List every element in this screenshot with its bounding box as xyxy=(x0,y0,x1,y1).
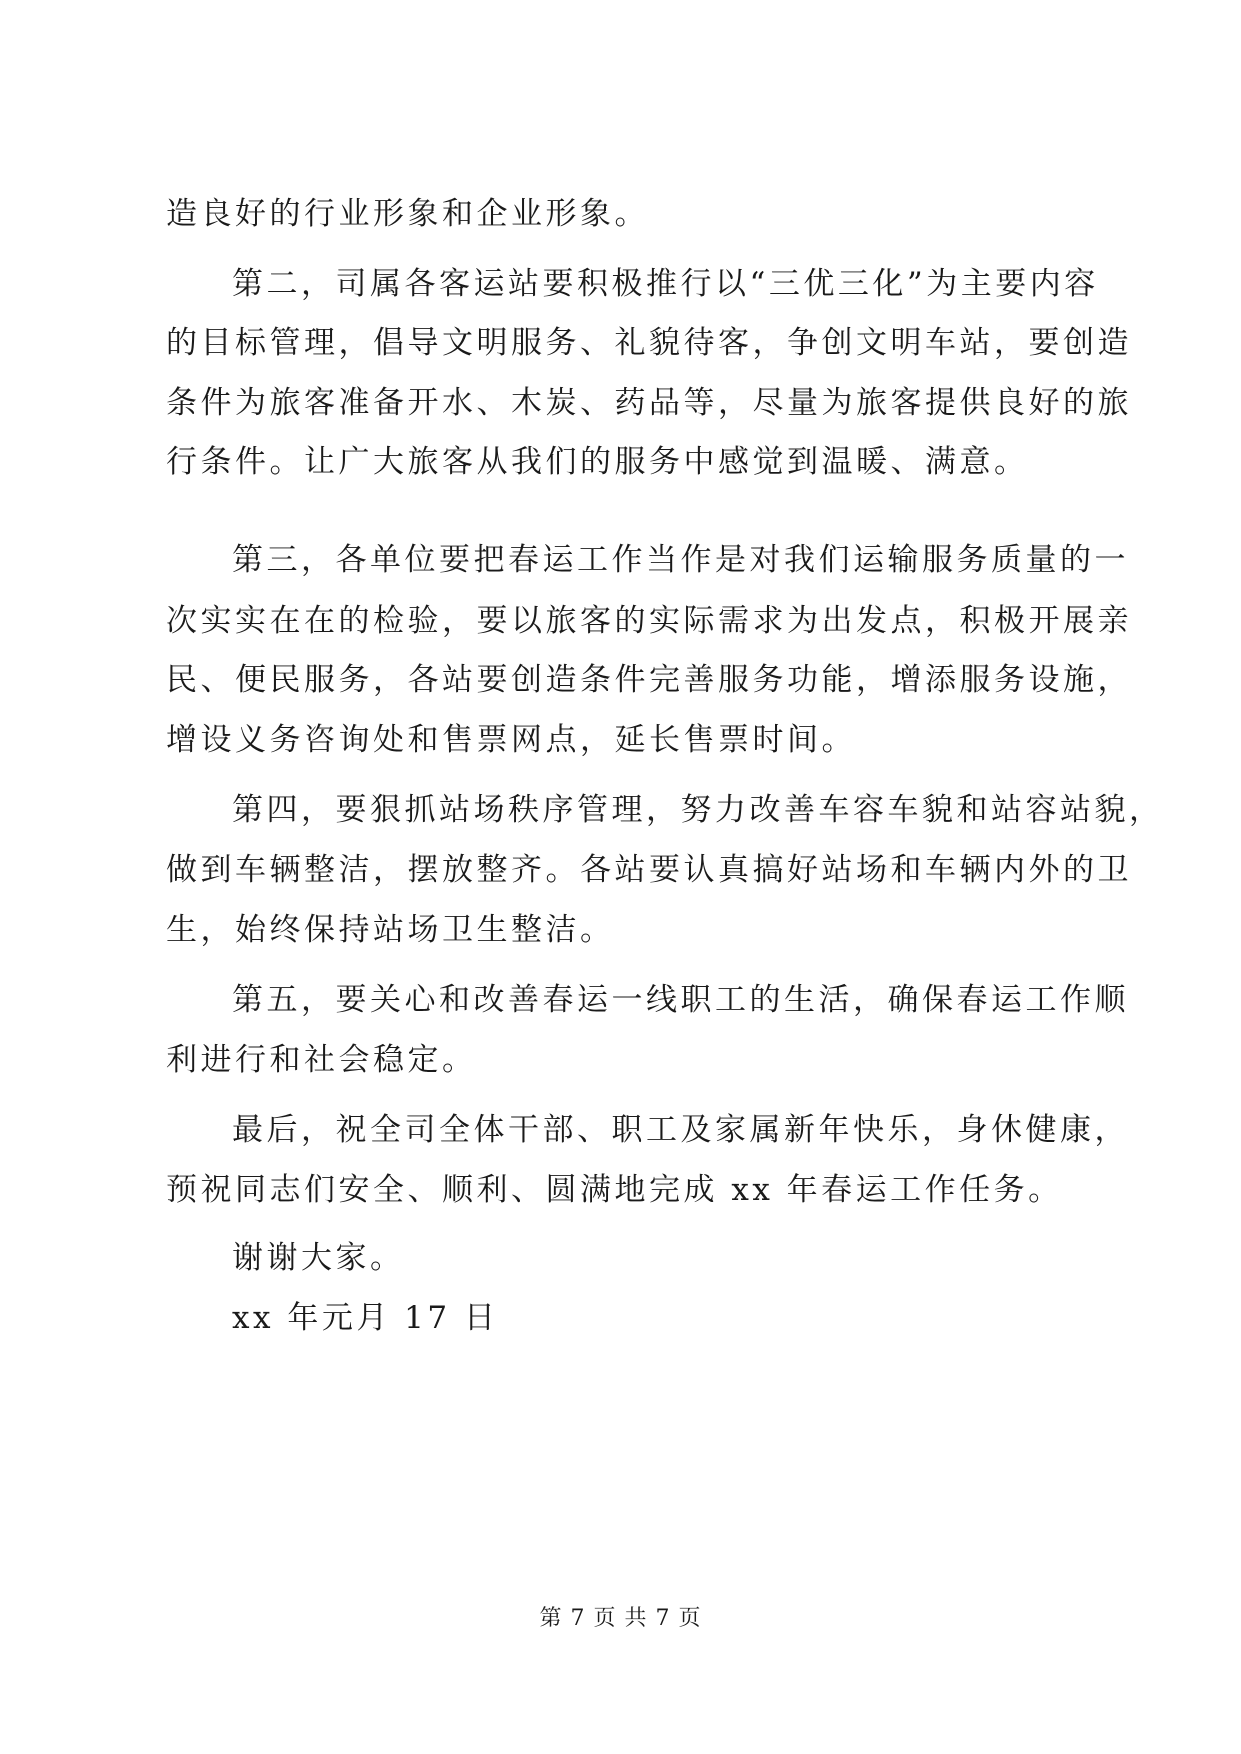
text-line: 第二，司属各客运站要积极推行以“三优三化”为主要内容 xyxy=(232,266,1099,302)
text-line: 第四，要狠抓站场秩序管理，努力改善车容车貌和站容站貌， xyxy=(232,792,1164,828)
text-line: 第五，要关心和改善春运一线职工的生活，确保春运工作顺 xyxy=(232,982,1129,1018)
text-line: 民、便民服务，各站要创造条件完善服务功能，增添服务设施， xyxy=(166,662,1132,698)
text-line: 条件为旅客准备开水、木炭、药品等，尽量为旅客提供良好的旅 xyxy=(166,385,1132,421)
text-line: 利进行和社会稳定。 xyxy=(166,1042,477,1078)
text-line: 第三，各单位要把春运工作当作是对我们运输服务质量的一 xyxy=(232,542,1129,578)
page-number-footer: 第 7 页 共 7 页 xyxy=(539,1606,702,1631)
text-line: 增设义务咨询处和售票网点，延长售票时间。 xyxy=(166,722,856,758)
text-line: 次实实在在的检验，要以旅客的实际需求为出发点，积极开展亲 xyxy=(166,603,1132,639)
text-line: 的目标管理，倡导文明服务、礼貌待客，争创文明车站，要创造 xyxy=(166,325,1132,361)
text-line: 行条件。让广大旅客从我们的服务中感觉到温暖、满意。 xyxy=(166,444,1029,480)
text-line: 做到车辆整洁，摆放整齐。各站要认真搞好站场和车辆内外的卫 xyxy=(166,852,1132,888)
text-line: 生，始终保持站场卫生整洁。 xyxy=(166,912,615,948)
text-line: 预祝同志们安全、顺利、圆满地完成 xx 年春运工作任务。 xyxy=(166,1172,1063,1208)
text-line: 造良好的行业形象和企业形象。 xyxy=(166,196,649,232)
text-line: 谢谢大家。 xyxy=(232,1240,405,1276)
date-line: xx 年元月 17 日 xyxy=(232,1300,499,1336)
text-line: 最后，祝全司全体干部、职工及家属新年快乐，身休健康， xyxy=(232,1112,1129,1148)
